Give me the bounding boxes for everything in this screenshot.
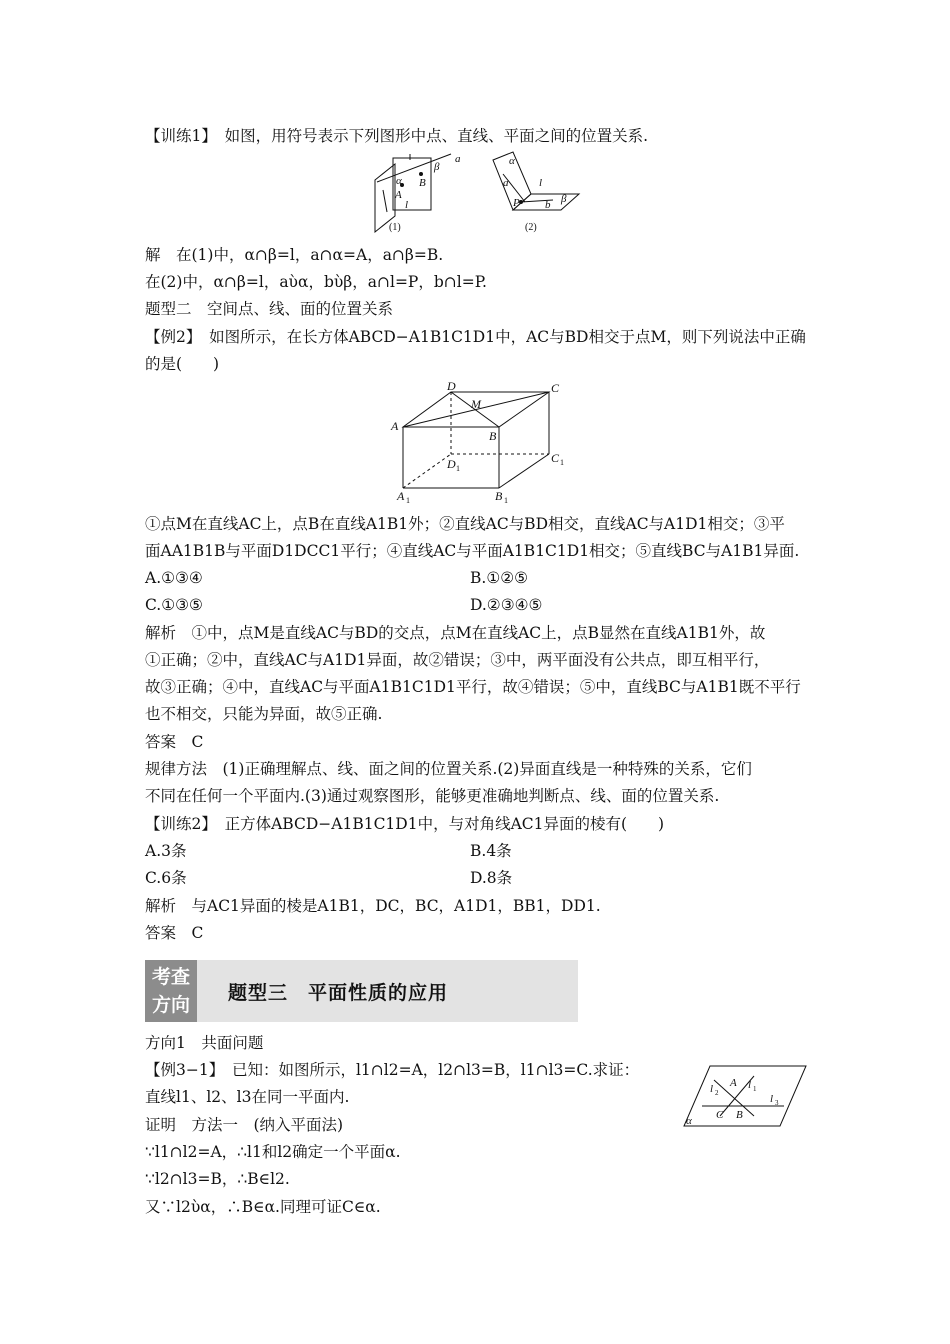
fig2-P: P: [513, 197, 520, 209]
t2-option-C: C.6条: [145, 869, 187, 887]
fig3-A: A: [730, 1077, 737, 1089]
solution-2: 在(2)中，α∩β=l，aὺα，bὺβ，a∩l=P，b∩l=P.: [145, 273, 487, 291]
fig1-a: a: [455, 153, 461, 165]
analysis-line3: 故③正确；④中，直线AC与平面A1B1C1D1平行，故④错误；⑤中，直线BC与A1B1既不平行: [145, 678, 801, 696]
banner-tag: 考查 方向: [145, 960, 197, 1022]
method-line2: 不同在任何一个平面内.(3)通过观察图形，能够更准确地判断点、线、面的位置关系.: [145, 787, 720, 805]
method-line1: 规律方法 (1)正确理解点、线、面之间的位置关系.(2)异面直线是一种特殊的关系，它们: [145, 760, 752, 778]
analysis-line4: 也不相交，只能为异面，故⑤正确.: [145, 705, 383, 723]
analysis-2: 解析 与AC1异面的棱是A1B1，DC，BC，A1D1，BB1，DD1.: [145, 897, 601, 915]
cuboid-C: C: [551, 381, 560, 395]
training-1-heading: 【训练1】 如图，用符号表示下列图形中点、直线、平面之间的位置关系.: [145, 127, 649, 145]
fig2-b: b: [545, 199, 551, 211]
cuboid-A: A: [391, 419, 399, 433]
cuboid-D: D: [447, 380, 456, 393]
fig3-alpha: α: [686, 1115, 692, 1127]
fig3-l2: l: [710, 1083, 714, 1095]
fig1-l: l: [405, 199, 409, 211]
cuboid-M: M: [471, 397, 481, 411]
svg-text:1: 1: [753, 1085, 757, 1093]
t2-option-D: D.8条: [470, 869, 513, 887]
svg-text:1: 1: [504, 496, 508, 505]
fig2-caption: (2): [525, 222, 537, 233]
example-3-1-line2: 直线l1、l2、l3在同一平面内.: [145, 1088, 350, 1106]
banner-title: 题型三 平面性质的应用: [228, 982, 449, 1004]
proof-line3: 又∵l2ὺα，∴B∈α.同理可证C∈α.: [145, 1198, 381, 1216]
cuboid-D1: D: [447, 457, 456, 471]
figure-cuboid: [385, 380, 575, 506]
option-A: A.①③④: [145, 569, 203, 587]
proof-line1: ∵l1∩l2=A，∴l1和l2确定一个平面α.: [145, 1143, 401, 1161]
option-D: D.②③④⑤: [470, 596, 543, 614]
fig1-B: B: [419, 177, 426, 189]
proof-line2: ∵l2∩l3=B，∴B∈l2.: [145, 1170, 290, 1188]
cuboid-A1: A: [397, 489, 405, 503]
figure-planes-1-2: [365, 150, 595, 238]
cuboid-B: B: [489, 429, 497, 443]
statement-line2: 面AA1B1B与平面D1DCC1平行；④直线AC与平面A1B1C1D1相交；⑤直线BC与A1B1异面.: [145, 542, 800, 560]
option-C: C.①③⑤: [145, 596, 203, 614]
fig1-caption: (1): [389, 222, 401, 233]
t2-option-A: A.3条: [145, 842, 187, 860]
statement-line1: ①点M在直线AC上，点B在直线A1B1外；②直线AC与BD相交，直线AC与A1D1相交；③平: [145, 515, 785, 533]
example-2-line1: 【例2】 如图所示，在长方体ABCD−A1B1C1D1中，AC与BD相交于点M，则下列说法中正确: [145, 328, 806, 346]
fig1-beta: β: [434, 161, 440, 173]
fig1-alpha: α: [396, 175, 402, 187]
svg-text:3: 3: [775, 1099, 779, 1107]
fig3-l3: l: [770, 1093, 774, 1105]
cuboid-C1: C: [551, 451, 560, 465]
fig2-alpha: α: [509, 155, 515, 167]
fig2-l: l: [539, 177, 543, 189]
cuboid-B1: B: [495, 489, 503, 503]
svg-text:1: 1: [406, 496, 410, 505]
fig2-a: a: [503, 177, 509, 189]
section-banner: [145, 960, 578, 1022]
fig2-beta: β: [561, 193, 567, 205]
figure-three-lines: [680, 1064, 810, 1130]
option-row-1: [145, 567, 203, 589]
svg-text:1: 1: [456, 464, 460, 473]
section-heading-2: 题型二 空间点、线、面的位置关系: [145, 300, 394, 318]
direction-1: 方向1 共面问题: [145, 1034, 264, 1052]
analysis-line1: 解析 ①中，点M是直线AC与BD的交点，点M在直线AC上，点B显然在直线A1B1外，故: [145, 624, 766, 642]
example-2-line2: 的是( ): [145, 355, 220, 373]
t2-option-B: B.4条: [470, 842, 512, 860]
training-2-heading: 【训练2】 正方体ABCD−A1B1C1D1中，与对角线AC1异面的棱有( ): [145, 815, 665, 833]
fig1-A: A: [395, 189, 402, 201]
solution-1: 解 在(1)中，α∩β=l，a∩α=A，a∩β=B.: [145, 246, 444, 264]
answer-2: 答案 C: [145, 924, 204, 942]
svg-text:2: 2: [715, 1089, 719, 1097]
fig3-B: B: [736, 1109, 743, 1121]
analysis-line2: ①正确；②中，直线AC与A1D1异面，故②错误；③中，两平面没有公共点，即互相平行，: [145, 651, 770, 669]
example-3-1-line1: 【例3−1】 已知：如图所示，l1∩l2=A，l2∩l3=B，l1∩l3=C.求证：: [145, 1061, 640, 1079]
proof-heading: 证明 方法一 (纳入平面法): [145, 1116, 344, 1134]
svg-text:1: 1: [560, 458, 564, 467]
fig3-C: C: [716, 1109, 724, 1121]
answer-1: 答案 C: [145, 733, 204, 751]
option-B: B.①②⑤: [470, 569, 529, 587]
fig3-l1: l: [748, 1079, 752, 1091]
